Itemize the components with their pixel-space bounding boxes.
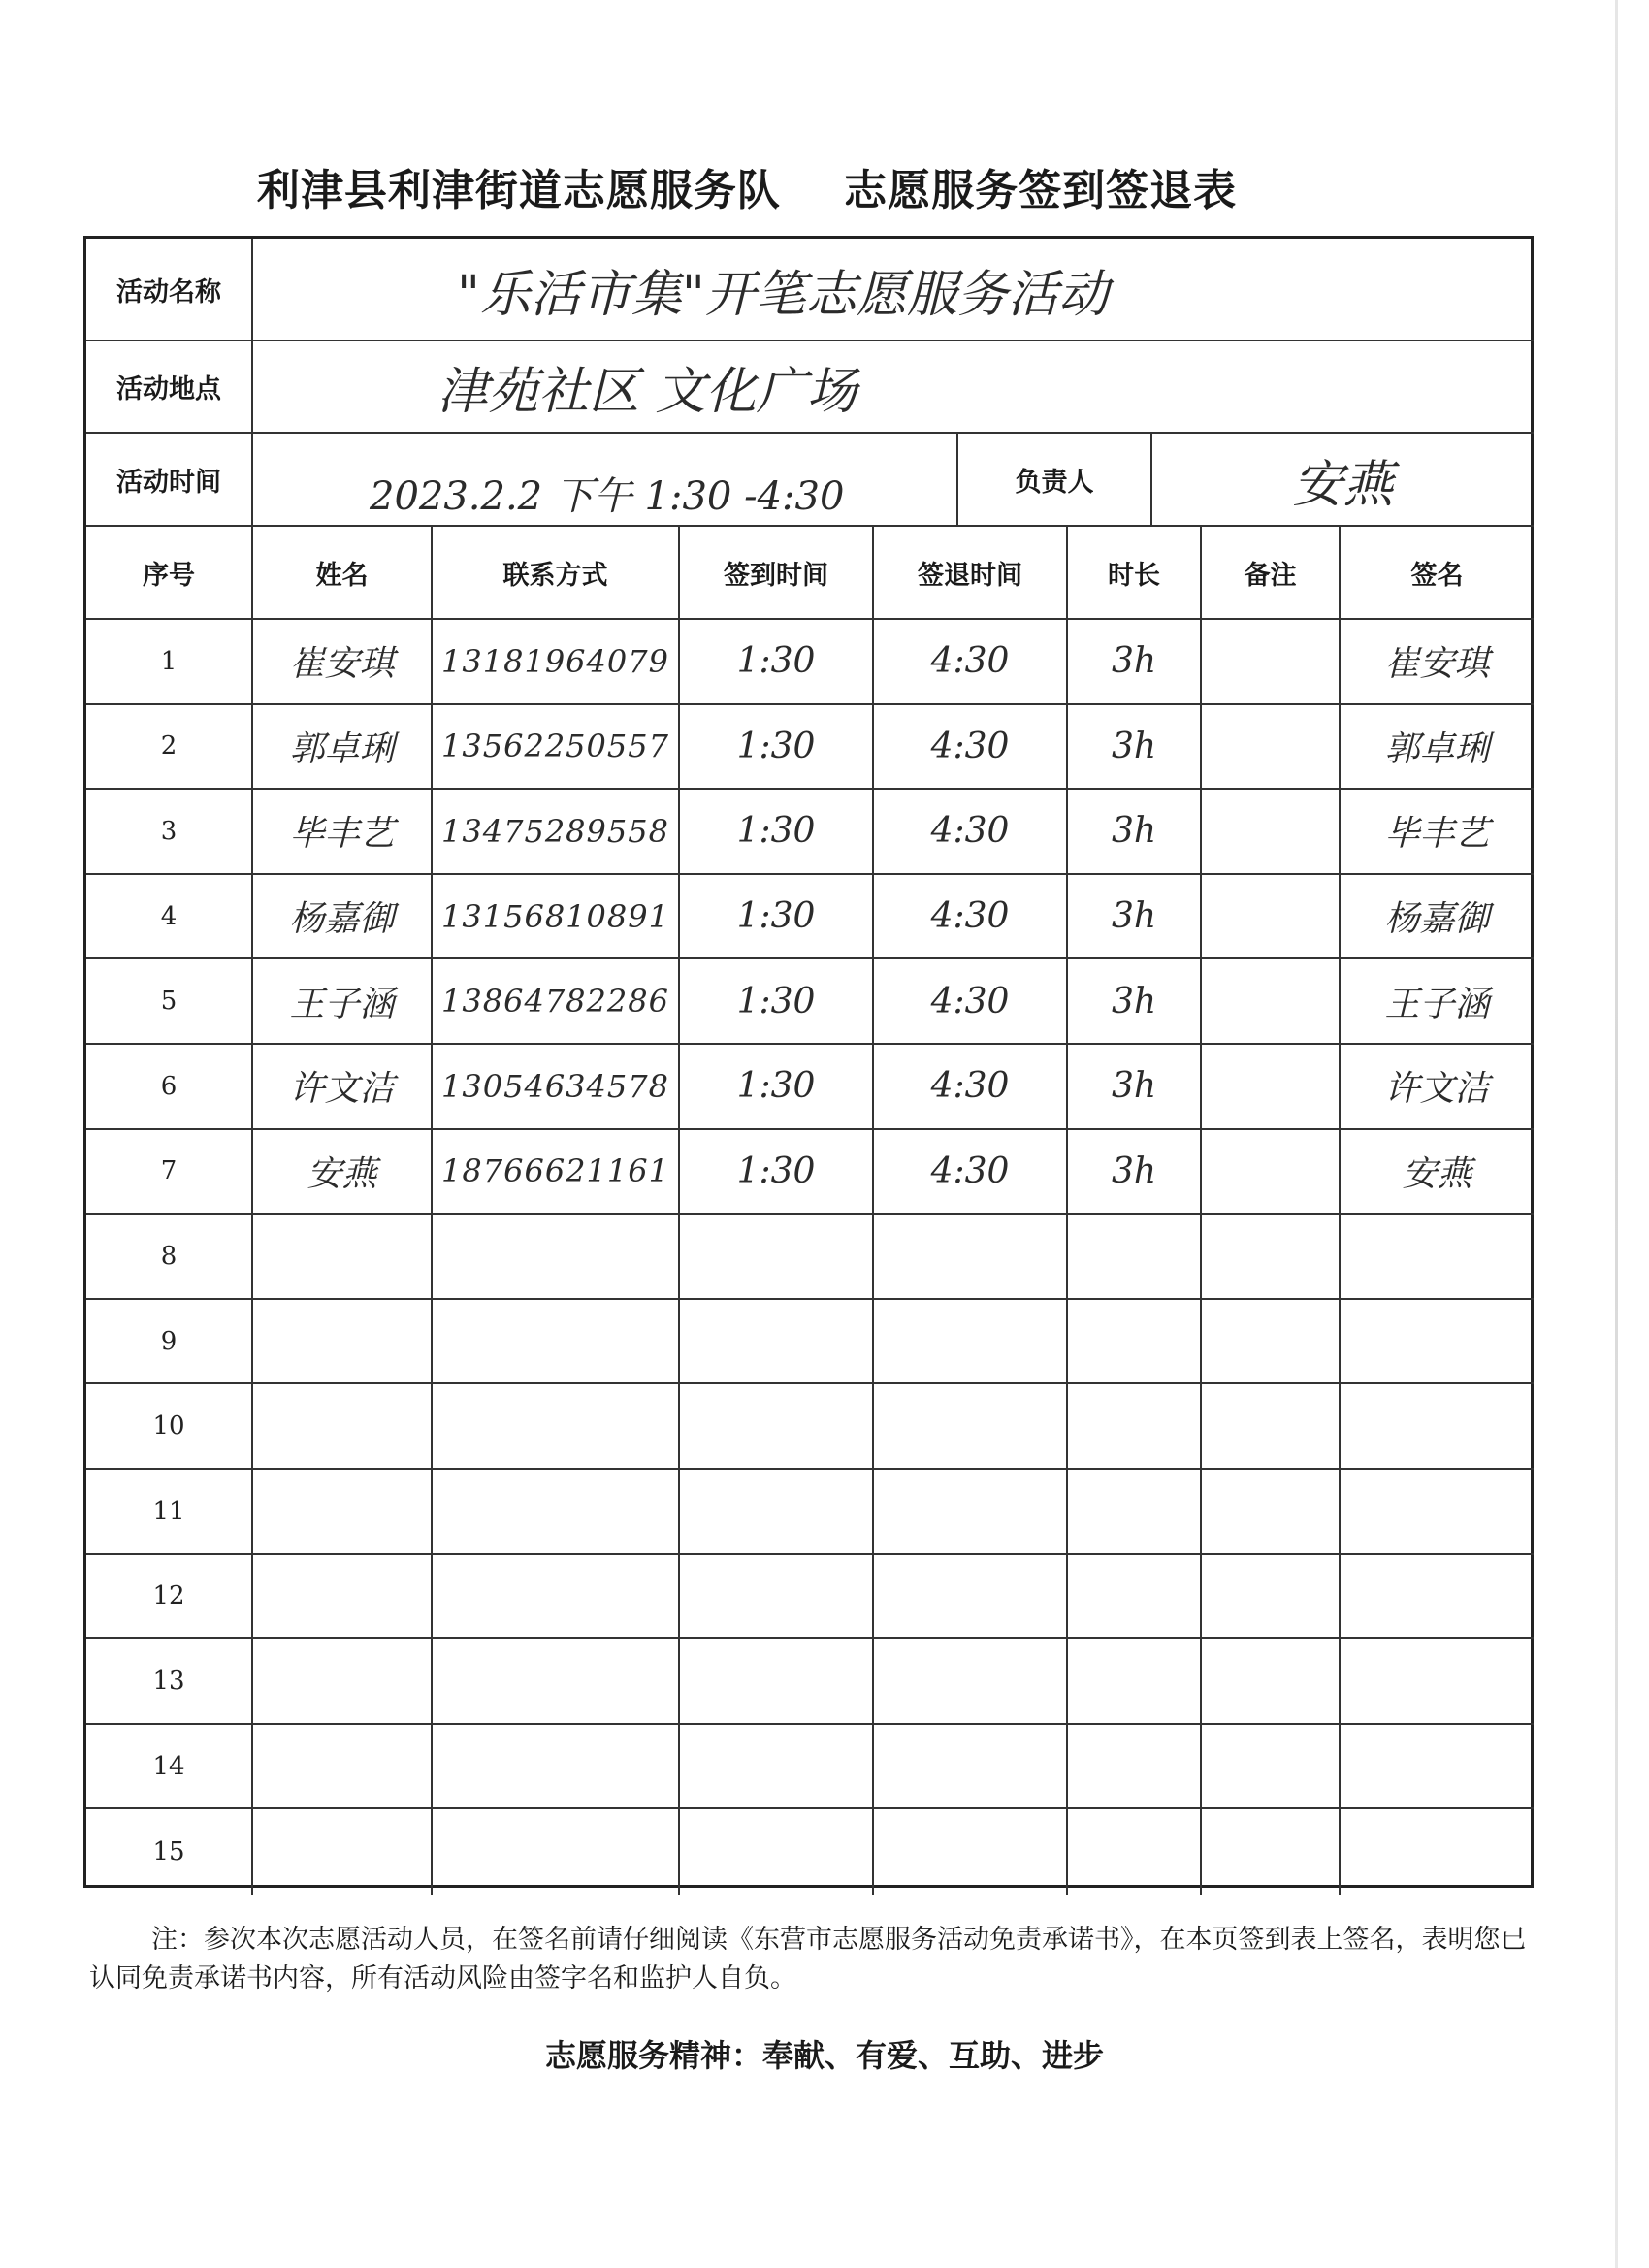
table-cell-duration [1068,1555,1202,1640]
table-cell-duration [1068,1045,1202,1130]
motto: 志愿服务精神：奉献、有爱、互助、进步 [544,2037,1104,2074]
table-cell-name [253,620,433,705]
row-duration: 3h [1111,811,1157,852]
row-seq: 1 [160,646,178,676]
table-cell-remark [1202,959,1341,1045]
column-header-signin-time: 签到时间 [680,527,874,620]
table-cell-duration [1068,1130,1202,1215]
table-cell-signout-time [874,790,1068,875]
page-title: 利津县利津街道志愿服务队 志愿服务签到签退表 [256,166,1238,215]
table-cell-remark [1202,1470,1341,1555]
table-cell-signin-time [680,705,874,791]
table-cell-contact [433,1384,680,1470]
row-seq: 12 [152,1581,185,1611]
row-signature: 郭卓琍 [1384,729,1490,769]
table-cell-signature [1341,1045,1534,1130]
row-contact: 13475289558 [441,812,669,850]
row-seq: 11 [152,1496,185,1526]
table-cell-signin-time [680,790,874,875]
row-seq: 5 [160,987,178,1017]
table-cell-signature [1341,620,1534,705]
row-duration: 3h [1111,1150,1157,1191]
table-cell-remark [1202,1384,1341,1470]
column-header-seq: 序号 [86,527,253,620]
table-cell-duration [1068,1809,1202,1895]
table-cell-signature [1341,1470,1534,1555]
table-cell-seq [86,1130,253,1215]
table-cell-duration [1068,875,1202,960]
table-cell-contact [433,1725,680,1810]
table-cell-name [253,1045,433,1130]
row-signature: 崔安琪 [1384,644,1490,685]
table-cell-signin-time [680,1470,874,1555]
table-cell-contact [433,1215,680,1300]
activity-name-value: "乐活市集"开笔志愿服务活动 [457,265,1109,324]
table-cell-seq [86,959,253,1045]
column-header-name: 姓名 [253,527,433,620]
column-header-signature: 签名 [1341,527,1534,620]
table-cell-signin-time [680,1809,874,1895]
row-seq: 2 [160,731,178,761]
table-cell-signature [1341,1215,1534,1300]
table-cell-name [253,1130,433,1215]
table-cell-signin-time [680,1045,874,1130]
table-cell-signin-time [680,1639,874,1725]
table-cell-contact [433,705,680,791]
table-cell-signature [1341,1130,1534,1215]
table-cell-signout-time [874,1215,1068,1300]
table-cell-seq [86,790,253,875]
table-cell-signature [1341,959,1534,1045]
table-cell-seq [86,705,253,791]
table-cell-remark [1202,790,1341,875]
table-cell-signout-time [874,1045,1068,1130]
table-cell-name [253,1470,433,1555]
row-signin-time: 1:30 [736,726,816,766]
column-header-duration: 时长 [1068,527,1202,620]
row-contact: 13562250557 [441,728,669,765]
row-name: 杨嘉御 [289,899,395,940]
activity-place-value-cell [253,341,1534,434]
activity-place-label: 活动地点 [86,341,253,434]
activity-time-value-cell [253,434,958,527]
table-cell-remark [1202,1639,1341,1725]
table-cell-name [253,1384,433,1470]
table-cell-seq [86,1384,253,1470]
table-cell-name [253,959,433,1045]
table-cell-seq [86,1809,253,1895]
row-contact: 18766621161 [441,1152,669,1190]
table-cell-remark [1202,620,1341,705]
table-cell-signout-time [874,959,1068,1045]
leader-value: 安燕 [1292,455,1394,514]
row-seq: 15 [152,1837,185,1867]
scan-edge [1615,0,1618,2268]
table-cell-signout-time [874,1384,1068,1470]
table-cell-signout-time [874,1639,1068,1725]
row-signout-time: 4:30 [930,981,1010,1021]
table-cell-signin-time [680,959,874,1045]
activity-time-value: 2023.2.2 下午 1:30 -4:30 [370,474,845,519]
row-duration: 3h [1111,641,1157,682]
table-cell-contact [433,790,680,875]
row-signout-time: 4:30 [930,811,1010,852]
table-cell-name [253,1639,433,1725]
leader-value-cell [1152,434,1534,527]
table-cell-signin-time [680,1300,874,1385]
table-cell-signout-time [874,1300,1068,1385]
table-cell-duration [1068,705,1202,791]
table-cell-name [253,790,433,875]
row-contact: 13181964079 [441,642,669,680]
row-signin-time: 1:30 [736,811,816,852]
table-cell-contact [433,875,680,960]
row-duration: 3h [1111,1066,1157,1107]
row-signature: 许文洁 [1384,1069,1490,1110]
row-signout-time: 4:30 [930,726,1010,766]
table-cell-signature [1341,1300,1534,1385]
table-cell-name [253,1555,433,1640]
column-header-contact: 联系方式 [433,527,680,620]
table-cell-signature [1341,1384,1534,1470]
table-cell-name [253,1725,433,1810]
table-cell-seq [86,1215,253,1300]
row-seq: 3 [160,816,178,846]
table-cell-signin-time [680,1725,874,1810]
table-cell-duration [1068,1215,1202,1300]
table-cell-remark [1202,1555,1341,1640]
table-cell-signin-time [680,620,874,705]
row-duration: 3h [1111,981,1157,1021]
activity-place-value: 津苑社区 文化广场 [437,363,857,421]
table-cell-signout-time [874,620,1068,705]
row-signin-time: 1:30 [736,896,816,937]
table-cell-signout-time [874,1130,1068,1215]
table-cell-seq [86,1045,253,1130]
activity-time-label: 活动时间 [86,434,253,527]
table-cell-name [253,875,433,960]
row-signin-time: 1:30 [736,1066,816,1107]
table-cell-seq [86,1725,253,1810]
table-cell-signin-time [680,1555,874,1640]
table-cell-duration [1068,1470,1202,1555]
table-cell-duration [1068,1300,1202,1385]
table-cell-remark [1202,1725,1341,1810]
table-cell-name [253,1215,433,1300]
leader-label: 负责人 [958,434,1152,527]
table-cell-contact [433,1470,680,1555]
row-seq: 13 [152,1666,185,1696]
row-seq: 4 [160,901,178,931]
table-cell-duration [1068,959,1202,1045]
table-cell-signature [1341,1639,1534,1725]
row-signature: 毕丰艺 [1384,814,1490,855]
table-cell-seq [86,1555,253,1640]
table-cell-contact [433,1045,680,1130]
row-duration: 3h [1111,896,1157,937]
row-seq: 6 [160,1071,178,1101]
table-cell-signout-time [874,875,1068,960]
table-cell-signature [1341,1725,1534,1810]
table-cell-signout-time [874,1470,1068,1555]
row-signin-time: 1:30 [736,981,816,1021]
table-cell-contact [433,1555,680,1640]
row-seq: 7 [160,1156,178,1186]
row-signature: 安燕 [1402,1153,1472,1194]
table-cell-name [253,1300,433,1385]
row-signout-time: 4:30 [930,641,1010,682]
table-cell-contact [433,1130,680,1215]
table-cell-signature [1341,705,1534,791]
table-cell-remark [1202,1300,1341,1385]
row-name: 郭卓琍 [289,729,395,769]
table-cell-contact [433,1639,680,1725]
table-cell-signature [1341,1809,1534,1895]
row-seq: 9 [160,1326,178,1356]
table-cell-signature [1341,790,1534,875]
row-seq: 8 [160,1241,178,1271]
row-signout-time: 4:30 [930,1150,1010,1191]
column-header-signout-time: 签退时间 [874,527,1068,620]
table-cell-name [253,1809,433,1895]
row-contact: 13864782286 [441,983,669,1021]
table-cell-signin-time [680,1130,874,1215]
table-cell-remark [1202,705,1341,791]
row-name: 王子涵 [289,984,395,1024]
row-signin-time: 1:30 [736,641,816,682]
table-cell-name [253,705,433,791]
activity-name-label: 活动名称 [86,239,253,341]
table-cell-contact [433,1809,680,1895]
table-cell-contact [433,620,680,705]
row-name: 安燕 [307,1153,377,1194]
table-cell-seq [86,620,253,705]
table-cell-contact [433,959,680,1045]
column-header-remark: 备注 [1202,527,1341,620]
row-signout-time: 4:30 [930,896,1010,937]
table-cell-duration [1068,1725,1202,1810]
row-duration: 3h [1111,726,1157,766]
table-cell-signout-time [874,1809,1068,1895]
table-cell-remark [1202,1809,1341,1895]
row-signature: 杨嘉御 [1384,899,1490,940]
row-name: 许文洁 [289,1069,395,1110]
table-cell-seq [86,1470,253,1555]
table-cell-signout-time [874,1555,1068,1640]
activity-name-value-cell [253,239,1534,341]
table-cell-seq [86,875,253,960]
row-signout-time: 4:30 [930,1066,1010,1107]
table-cell-remark [1202,1045,1341,1130]
table-cell-remark [1202,1130,1341,1215]
table-cell-signature [1341,875,1534,960]
table-cell-duration [1068,1639,1202,1725]
table-cell-remark [1202,1215,1341,1300]
row-signature: 王子涵 [1384,984,1490,1024]
table-cell-signout-time [874,705,1068,791]
table-cell-duration [1068,1384,1202,1470]
table-cell-signout-time [874,1725,1068,1810]
table-cell-seq [86,1639,253,1725]
table-cell-duration [1068,620,1202,705]
footnote: 注：参次本次志愿活动人员，在签名前请仔细阅读《东营市志愿服务活动免责承诺书》，在本页签到表上签名，表明您已认同免责承诺书内容，所有活动风险由签字名和监护人自负。 [89,1925,1527,1993]
row-contact: 13054634578 [441,1067,669,1105]
row-seq: 14 [152,1751,185,1781]
signin-form [83,236,1534,1888]
table-cell-signin-time [680,1384,874,1470]
row-name: 崔安琪 [289,644,395,685]
row-name: 毕丰艺 [289,814,395,855]
table-cell-signin-time [680,875,874,960]
table-cell-remark [1202,875,1341,960]
table-cell-signin-time [680,1215,874,1300]
table-cell-seq [86,1300,253,1385]
table-cell-contact [433,1300,680,1385]
table-cell-duration [1068,790,1202,875]
row-contact: 13156810891 [441,897,669,935]
row-seq: 10 [152,1411,185,1442]
table-cell-signature [1341,1555,1534,1640]
row-signin-time: 1:30 [736,1150,816,1191]
